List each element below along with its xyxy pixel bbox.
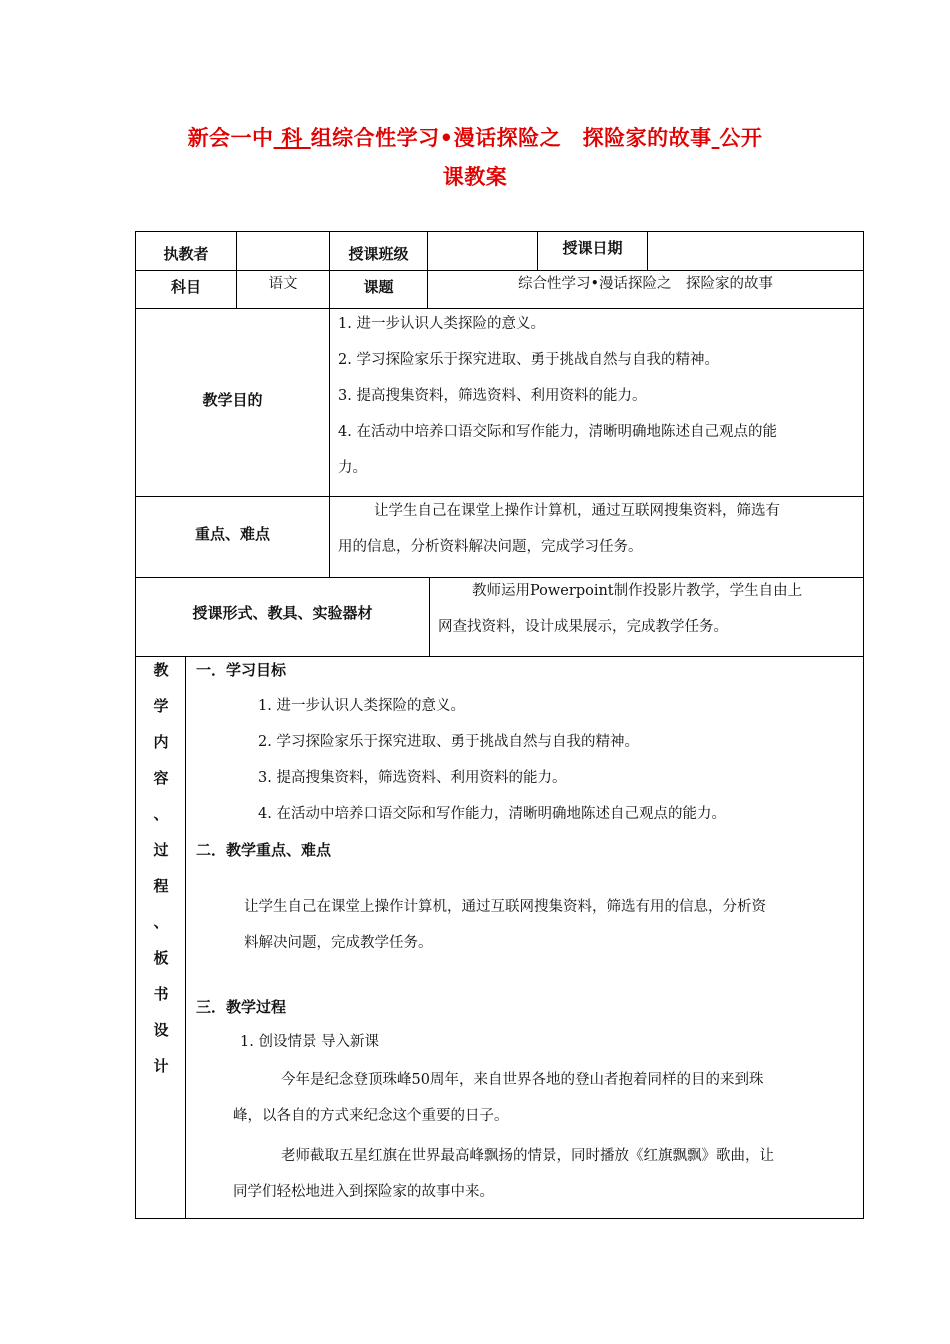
key-points-text <box>338 493 858 565</box>
process-paragraph-1 <box>233 1062 858 1134</box>
topic-value: 综合性学习•漫话探险之 探险家的故事 <box>517 276 774 292</box>
table-border-bottom <box>135 1218 864 1219</box>
objectives-label: 教学目的 <box>202 391 263 409</box>
section-heading-key-points: 二．教学重点、难点 <box>196 841 332 859</box>
objective-item: 4. 在活动中培养口语交际和写作能力，清晰明确地陈述自己观点的能 <box>338 424 777 440</box>
class-label: 授课班级 <box>348 245 409 263</box>
content-side-label: 教 学 内 容 、 过 程 、 板 书 设 计 <box>153 661 169 1075</box>
list-item: 3. 提高搜集资料，筛选资料、利用资料的能力。 <box>258 770 567 786</box>
table-border-right <box>863 231 864 1219</box>
objective-item: 1. 进一步认识人类探险的意义。 <box>338 316 545 332</box>
objectives-list <box>338 306 858 486</box>
form-text <box>438 573 860 645</box>
paragraph-line: 同学们轻松地进入到探险家的故事中来。 <box>233 1184 494 1200</box>
title-part-school: 新会一中 <box>187 126 274 150</box>
form-label: 授课形式、教具、实验器材 <box>192 604 373 622</box>
title-part-topic: 组综合性学习•漫话探险之 探险家的故事 <box>310 126 712 150</box>
paragraph-line: 今年是纪念登顶珠峰50周年，来自世界各地的登山者抱着同样的目的来到珠 <box>281 1072 764 1088</box>
list-item: 4. 在活动中培养口语交际和写作能力，清晰明确地陈述自己观点的能力。 <box>258 806 726 822</box>
col-divider <box>647 231 648 270</box>
key-points-line: 用的信息，分析资料解决问题，完成学习任务。 <box>338 539 643 555</box>
list-item: 1. 进一步认识人类探险的意义。 <box>258 698 465 714</box>
teacher-label: 执教者 <box>163 245 209 263</box>
topic-label: 课题 <box>363 278 394 296</box>
paragraph-line: 峰，以各自的方式来纪念这个重要的日子。 <box>233 1108 509 1124</box>
paragraph-line: 料解决问题，完成教学任务。 <box>244 935 433 951</box>
document-title <box>0 122 950 152</box>
objective-item: 3. 提高搜集资料，筛选资料、利用资料的能力。 <box>338 388 647 404</box>
objective-item: 力。 <box>338 460 367 476</box>
paragraph-line: 老师截取五星红旗在世界最高峰飘扬的情景，同时播放《红旗飘飘》歌曲，让 <box>281 1148 774 1164</box>
col-divider <box>429 577 430 656</box>
title-part-public: 公开 <box>719 126 763 150</box>
key-points-label: 重点、难点 <box>194 525 270 543</box>
objective-item: 2. 学习探险家乐于探究进取、勇于挑战自然与自我的精神。 <box>338 352 719 368</box>
form-line: 网查找资料，设计成果展示，完成教学任务。 <box>438 619 728 635</box>
title-part-subject: 科 <box>273 126 311 150</box>
form-line: 教师运用Powerpoint制作投影片教学，学生自由上 <box>472 583 803 599</box>
process-paragraph-2 <box>233 1138 858 1210</box>
section-heading-process: 三．教学过程 <box>196 998 287 1016</box>
section-key-points-text <box>244 889 859 961</box>
date-label: 授课日期 <box>562 239 623 257</box>
subject-value: 语文 <box>268 276 298 292</box>
key-points-line: 让学生自己在课堂上操作计算机，通过互联网搜集资料，筛选有 <box>374 503 780 519</box>
subject-label: 科目 <box>170 278 201 296</box>
col-divider <box>329 308 330 577</box>
process-subheading: 1. 创设情景 导入新课 <box>240 1034 380 1050</box>
document-title-line2: 课教案 <box>442 165 508 189</box>
section-objectives-list <box>258 688 858 832</box>
list-item: 2. 学习探险家乐于探究进取、勇于挑战自然与自我的精神。 <box>258 734 639 750</box>
table-border-top <box>135 231 864 232</box>
section-heading-objectives: 一．学习目标 <box>196 661 287 679</box>
paragraph-line: 让学生自己在课堂上操作计算机，通过互联网搜集资料，筛选有用的信息，分析资 <box>244 899 766 915</box>
